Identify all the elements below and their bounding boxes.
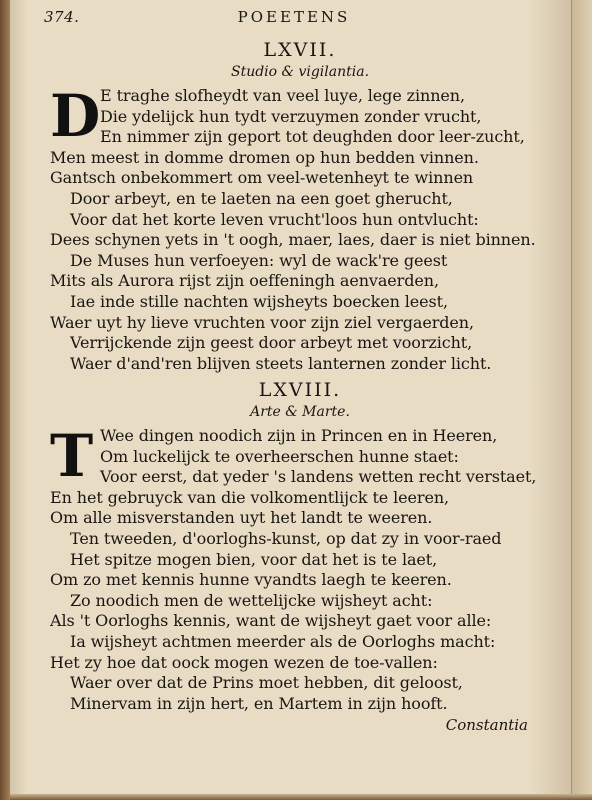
poem-line: Gantsch onbekommert om veel-wetenheyt te winnen	[50, 168, 474, 188]
poem-line: Waer over dat de Prins moet hebben, dit geloost,	[70, 673, 463, 693]
poem-line: Om luckelijck te overheerschen hunne staet:	[100, 446, 459, 466]
poem-line: Minervam in zijn hert, en Martem in zijn hooft.	[70, 693, 448, 713]
poem-number: LXVII.	[263, 39, 337, 61]
poem-line: Verrijckende zijn geest door arbeyt met voorzicht,	[70, 333, 473, 353]
poem-line: Om zo met kennis hunne vyandts laegh te keeren.	[50, 570, 452, 590]
poem-lxvii	[50, 38, 550, 374]
page-header	[44, 8, 564, 28]
poem-line: Ia wijsheyt achtmen meerder als de Oorloghs macht:	[70, 631, 496, 651]
poem-line: Die ydelijck hun tydt verzuymen zonder vrucht,	[100, 106, 482, 126]
poem-line: E traghe slofheydt van veel luye, lege zinnen,	[100, 86, 465, 105]
book-page	[10, 0, 572, 800]
poem-lxviii	[50, 378, 550, 714]
poem-line: Wee dingen noodich zijn in Princen en in Heeren,	[100, 426, 498, 445]
poem-line: Voor dat het korte leven vrucht'loos hun ontvlucht:	[70, 209, 479, 229]
poem-body	[50, 422, 550, 714]
drop-capital: T	[50, 422, 94, 490]
folio-number: 374.	[44, 8, 80, 26]
poem-line: En het gebruyck van die volkomentlijck te leeren,	[50, 487, 450, 507]
poem-line: Dees schynen yets in 't oogh, maer, laes, daer is niet binnen.	[50, 230, 536, 250]
poem-line: Als 't Oorloghs kennis, want de wijsheyt gaet voor alle:	[50, 611, 492, 631]
poem-line: Voor eerst, dat yeder 's landens wetten recht verstaet,	[100, 467, 537, 487]
running-head: POEETENS	[237, 8, 351, 26]
poem-line: Ten tweeden, d'oorloghs-kunst, op dat zy in voor-raed	[70, 528, 502, 548]
poem-line: Mits als Aurora rijst zijn oeffeningh aenvaerden,	[50, 271, 439, 291]
poem-subtitle: Studio & vigilantia.	[230, 64, 370, 80]
drop-capital: D	[50, 82, 101, 150]
poem-line: De Muses hun verfoeyen: wyl de wack're geest	[70, 250, 448, 270]
poem-line: Waer uyt hy lieve vruchten voor zijn ziel vergaerden,	[50, 312, 474, 332]
poem-body	[50, 82, 550, 374]
poem-line: Zo noodich men de wettelijcke wijsheyt acht:	[70, 590, 433, 610]
poem-line: Het spitze mogen bien, voor dat het is te laet,	[70, 549, 438, 569]
poem-number: LXVIII.	[258, 379, 342, 401]
poem-line: Het zy hoe dat oock mogen wezen de toe-vallen:	[50, 652, 438, 672]
poem-line: Men meest in domme dromen op hun bedden vinnen.	[50, 147, 479, 167]
poem-subtitle: Arte & Marte.	[250, 404, 350, 420]
poem-line: En nimmer zijn geport tot deughden door leer-zucht,	[100, 127, 525, 147]
next-page-edge	[571, 0, 592, 800]
page-bottom-edge	[10, 794, 592, 800]
poem-line: Waer d'and'ren blijven steets lanternen zonder licht.	[70, 353, 492, 373]
poem-line: Iae inde stille nachten wijsheyts boecken leest,	[70, 291, 448, 311]
catchword: Constantia	[445, 716, 528, 734]
poem-line: Door arbeyt, en te laeten na een goet gherucht,	[70, 188, 453, 208]
poem-line: Om alle misverstanden uyt het landt te weeren.	[50, 508, 433, 528]
